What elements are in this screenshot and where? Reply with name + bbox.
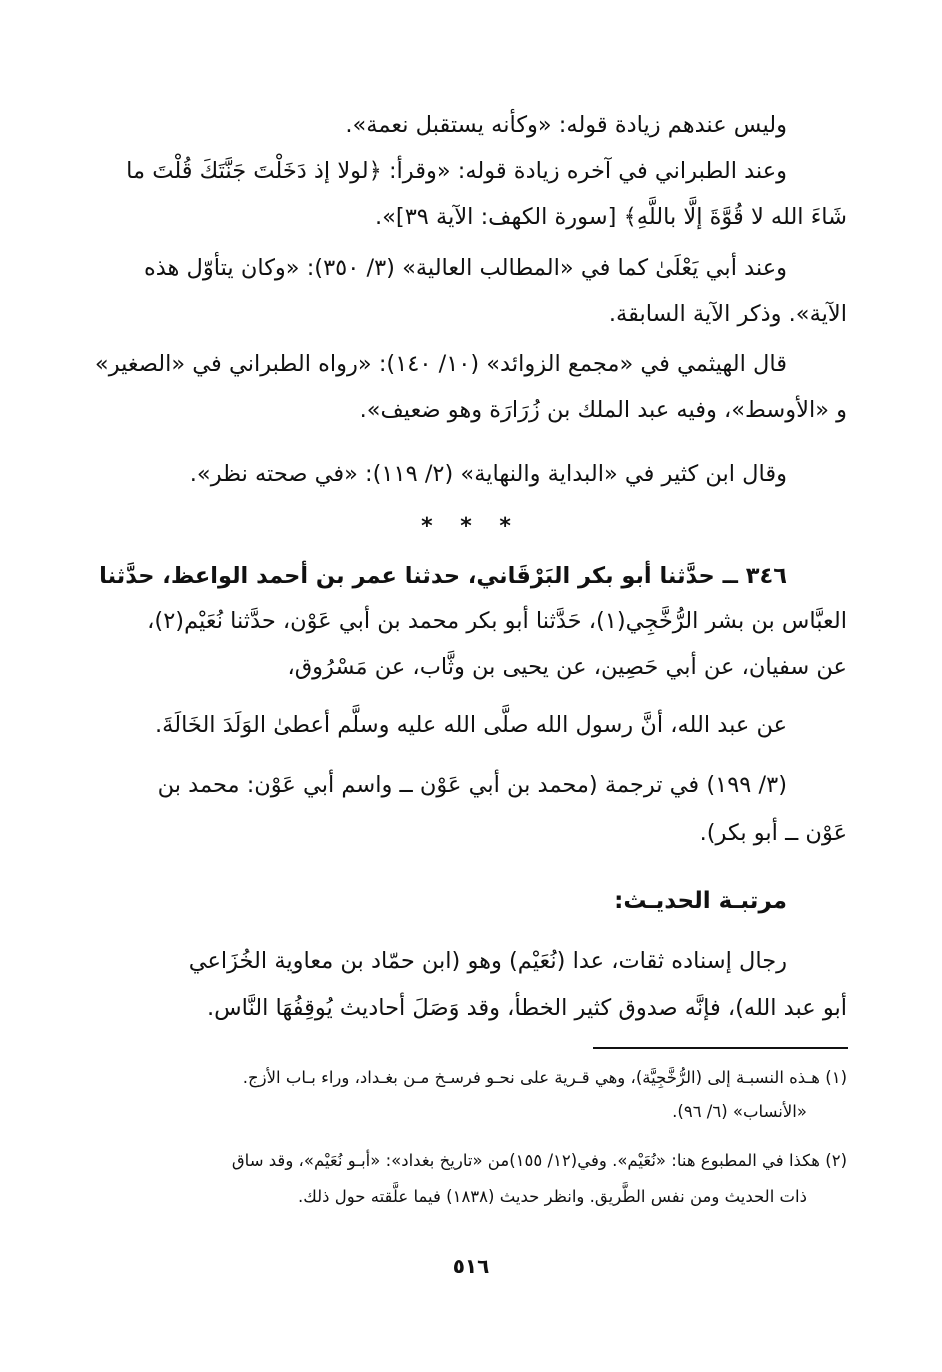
hadith-number-line: ٣٤٦ ــ حدَّثنا أبو بكر البَرْقَاني، حدثنا عمر بن أحمد الواعظ، حدَّثنا: [99, 563, 787, 589]
text-line: قال الهيثمي في «مجمع الزوائد» (١٠/ ١٤٠): «رواه الطبراني في «الصغير»: [94, 351, 787, 377]
text-line: أبو عبد الله)، فإنَّه صدوق كثير الخطأ، وقد وَصَلَ أحاديث يُوقِفُهَا النَّاس.: [206, 995, 847, 1021]
footnote-2: (٢) هكذا في المطبوع هنا: «نُعَيْم». وفي(١٢/ ١٥٥)من «تاريخ بغداد»: «أبـو نُعَيْم»، وقد ساق: [231, 1151, 847, 1170]
text-line: وعند أبي يَعْلَىٰ كما في «المطالب العالية» (٣/ ٣٥٠): «وكان يتأوّل هذه: [143, 255, 787, 281]
text-line: رجال إسناده ثقات، عدا (نُعَيْم) وهو (ابن حمّاد بن معاوية الخُزَاعي: [188, 948, 787, 974]
section-separator: * * *: [421, 514, 521, 539]
text-line: عن سفيان، عن أبي حَصِين، عن يحيى بن وثَّاب، عن مَسْرُوق،: [287, 654, 847, 680]
footnote-1-continued: «الأنساب» (٦/ ٩٦).: [672, 1102, 807, 1121]
text-line: شَاءَ الله لا قُوَّةَ إلَّا باللَّهِ﴾ [سورة الكهف: الآية ٣٩]».: [375, 204, 847, 230]
footnote-1: (١) هـذه النسبـة إلى (الرُّخَّجِيَّة)، وهي قـرية على نحـو فرسـخ مـن بغـداد، وراء بـاب الأزج.: [242, 1068, 847, 1087]
text-line: (٣/ ١٩٩) في ترجمة (محمد بن أبي عَوْن ــ واسم أبي عَوْن: محمد بن: [157, 772, 787, 798]
hadith-text: عن عبد الله، أنَّ رسول الله صلَّى الله عليه وسلَّم أعطىٰ الوَلَدَ الخَالَةَ.: [155, 712, 787, 738]
text-line: عَوْن ــ أبو بكر).: [699, 820, 847, 846]
text-line: وليس عندهم زيادة قوله: «وكأنه يستقبل نعمة».: [345, 112, 787, 138]
text-line: و «الأوسط»، وفيه عبد الملك بن زُرَارَة وهو ضعيف».: [359, 397, 847, 423]
text-line: العبَّاس بن بشر الرُّخَّجِي(١)، حَدَّثنا أبو بكر محمد بن أبي عَوْن، حدَّثنا نُعَيْم(٢)،: [147, 608, 847, 634]
text-line: وقال ابن كثير في «البداية والنهاية» (٢/ ١١٩): «في صحته نظر».: [189, 461, 787, 487]
footnote-divider: [593, 1047, 848, 1049]
text-line: وعند الطبراني في آخره زيادة قوله: «وقرأ: ﴿لولا إذ دَخَلْتَ جَنَّتَكَ قُلْتَ ما: [126, 158, 787, 184]
footnote-2-continued: ذات الحديث ومن نفس الطَّريق. وانظر حديث (١٨٣٨) فيما علَّقته حول ذلك.: [298, 1187, 807, 1206]
section-heading: مرتبـة الحديـث:: [614, 888, 787, 914]
text-line: الآية». وذكر الآية السابقة.: [608, 301, 847, 327]
page-number: ٥١٦: [452, 1254, 490, 1278]
